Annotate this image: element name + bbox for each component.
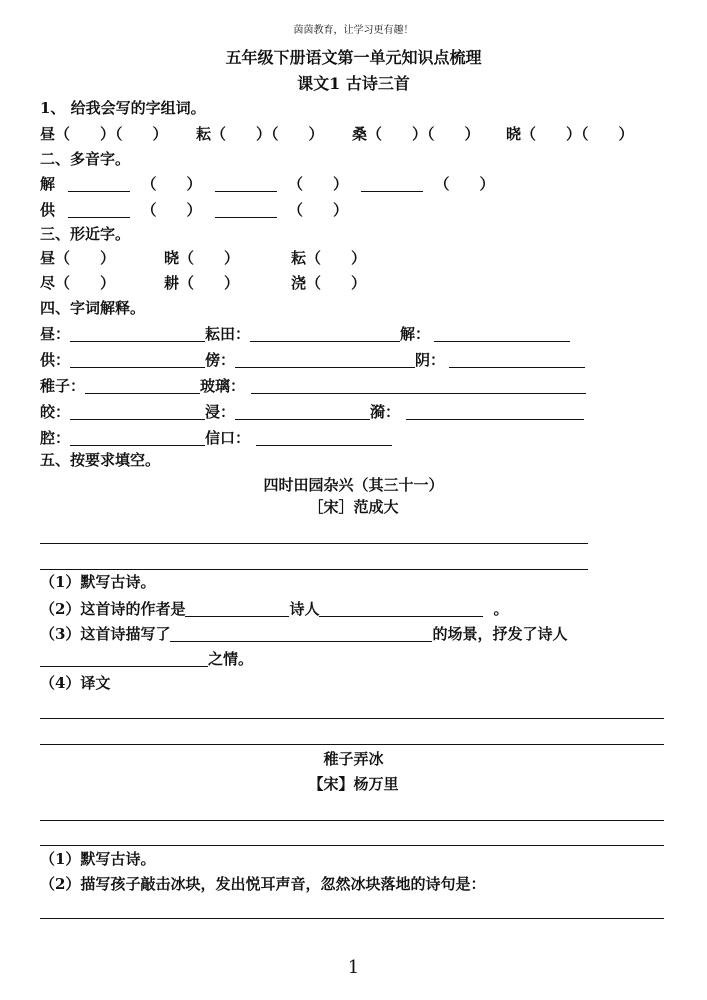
answer-line[interactable]: [85, 378, 200, 394]
answer-line[interactable]: [70, 326, 205, 342]
writing-line[interactable]: [40, 918, 664, 919]
lesson-title: 课文1 古诗三首: [297, 74, 410, 93]
page-number: 1: [347, 957, 360, 978]
writing-line[interactable]: [40, 744, 664, 745]
pinyin-box: （ ）: [141, 201, 202, 219]
question-3-continued: [40, 651, 253, 667]
question-4: （4）译文: [40, 674, 111, 692]
answer-line[interactable]: [235, 404, 370, 420]
question-3: [40, 626, 567, 642]
definition-row: [40, 352, 585, 368]
term-label: 供：: [40, 351, 71, 369]
writing-line[interactable]: [40, 543, 588, 544]
answer-line[interactable]: [251, 378, 586, 394]
question-2: [40, 601, 508, 617]
poem-2-author: 【宋】杨万里: [308, 775, 399, 793]
writing-line[interactable]: [40, 718, 664, 719]
definition-row: [40, 430, 392, 446]
answer-line[interactable]: [215, 176, 277, 192]
page-header: 茵茵教育，让学习更有趣！: [293, 25, 414, 36]
term-label: 耘田：: [205, 325, 251, 343]
question-text: （3）这首诗描写了: [40, 625, 171, 643]
answer-line[interactable]: [70, 352, 205, 368]
question-1: （1）默写古诗。: [40, 573, 156, 591]
definition-row: [40, 378, 586, 394]
term-label: 阴：: [415, 351, 446, 369]
polyphone-row: [40, 202, 348, 218]
word-item: 昼（ ）（ ）: [40, 125, 168, 143]
answer-line[interactable]: [40, 651, 208, 667]
answer-line[interactable]: [68, 202, 130, 218]
answer-line[interactable]: [185, 601, 289, 617]
answer-line[interactable]: [235, 352, 415, 368]
pinyin-box: （ ）: [287, 175, 348, 193]
similar-char-item: 浇（ ）: [291, 274, 367, 292]
answer-line[interactable]: [361, 176, 423, 192]
pinyin-box: （ ）: [434, 175, 495, 193]
polyphone-char: 供: [40, 201, 56, 219]
poem-2-question-1: （1）默写古诗。: [40, 850, 156, 868]
question-text: （2）这首诗的作者是: [40, 600, 186, 618]
poem-2-title: 稚子弄冰: [323, 750, 384, 768]
page-title: 五年级下册语文第一单元知识点梳理: [225, 48, 482, 67]
similar-char-item: 耘（ ）: [291, 249, 367, 267]
answer-line[interactable]: [406, 404, 584, 420]
word-item: 晓（ ）（ ）: [506, 125, 634, 143]
definition-row: [40, 404, 584, 420]
writing-line[interactable]: [40, 820, 664, 821]
answer-line[interactable]: [68, 176, 130, 192]
answer-line[interactable]: [170, 626, 432, 642]
writing-line[interactable]: [40, 845, 664, 846]
similar-char-item: 尽（ ）: [40, 274, 116, 292]
answer-line[interactable]: [449, 352, 585, 368]
term-label: 信口：: [205, 429, 251, 447]
answer-line[interactable]: [434, 326, 570, 342]
term-label: 傍：: [205, 351, 236, 369]
question-text: 的场景，抒发了诗人: [432, 625, 568, 643]
term-label: 昼：: [40, 325, 71, 343]
answer-line[interactable]: [215, 202, 277, 218]
term-label: 漪：: [370, 403, 401, 421]
similar-char-item: 耕（ ）: [164, 274, 240, 292]
poem-1-title: 四时田园杂兴（其三十一）: [263, 476, 444, 494]
poem-1-author: ［宋］范成大: [308, 498, 399, 516]
question-text: 诗人: [289, 600, 320, 618]
section-2-title: 二、多音字。: [40, 150, 131, 168]
question-text: 之情。: [208, 650, 254, 668]
word-item: 桑（ ）（ ）: [352, 125, 480, 143]
term-label: 腔：: [40, 429, 71, 447]
section-3-title: 三、形近字。: [40, 225, 131, 243]
section-5-title: 五、按要求填空。: [40, 451, 161, 469]
answer-line[interactable]: [256, 430, 392, 446]
pinyin-box: （ ）: [287, 201, 348, 219]
section-1-title: 1、 给我会写的字组词。: [40, 99, 206, 117]
poem-2-question-2: （2）描写孩子敲击冰块，发出悦耳声音，忽然冰块落地的诗句是：: [40, 875, 486, 893]
term-label: 解：: [400, 325, 431, 343]
polyphone-char: 解: [40, 175, 56, 193]
writing-line[interactable]: [40, 569, 588, 570]
answer-line[interactable]: [250, 326, 400, 342]
answer-line[interactable]: [319, 601, 483, 617]
section-4-title: 四、字词解释。: [40, 299, 146, 317]
pinyin-box: （ ）: [141, 175, 202, 193]
definition-row: [40, 326, 570, 342]
question-text: 。: [493, 600, 509, 618]
term-label: 稚子：: [40, 377, 86, 395]
term-label: 玻璃：: [200, 377, 246, 395]
term-label: 皎：: [40, 403, 71, 421]
polyphone-row: [40, 176, 494, 192]
answer-line[interactable]: [70, 404, 205, 420]
word-item: 耘（ ）（ ）: [196, 125, 324, 143]
answer-line[interactable]: [70, 430, 205, 446]
similar-char-item: 昼（ ）: [40, 249, 116, 267]
term-label: 浸：: [205, 403, 236, 421]
similar-char-item: 晓（ ）: [164, 249, 240, 267]
